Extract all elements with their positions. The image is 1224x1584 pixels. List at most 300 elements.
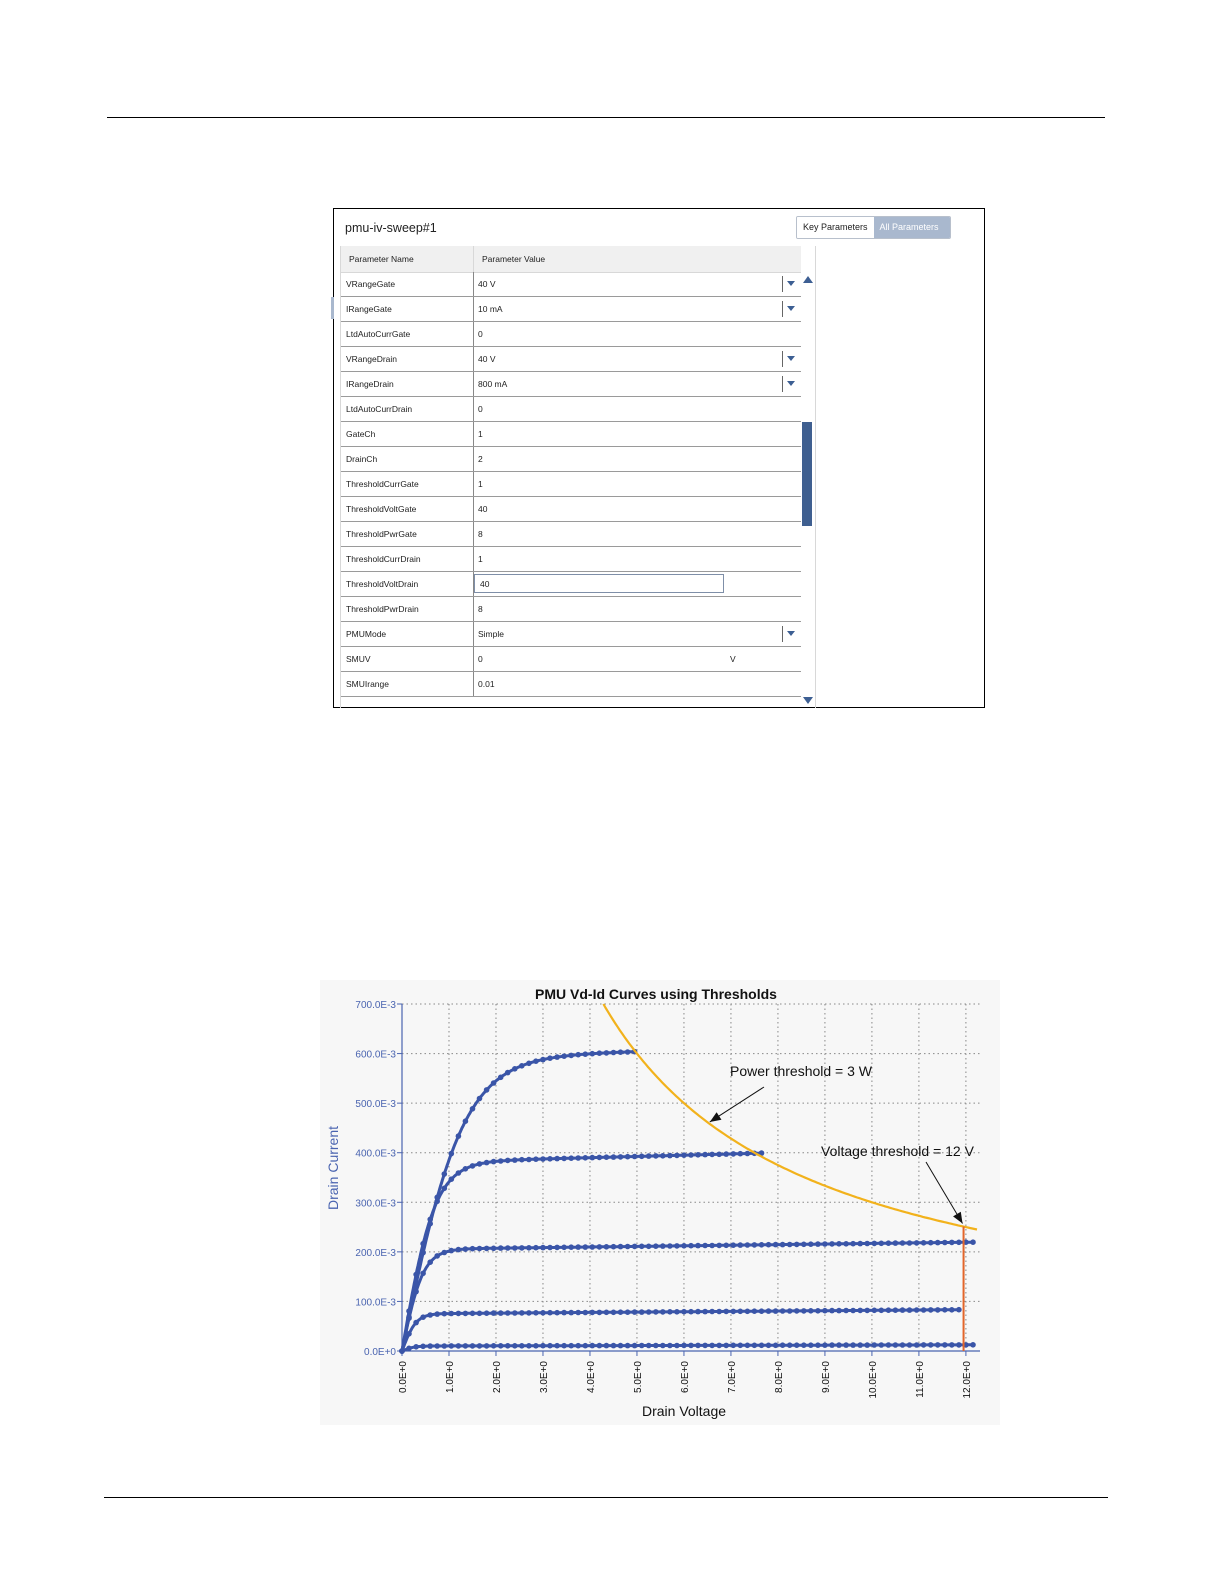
data-point [738, 1151, 744, 1157]
data-point [625, 1309, 631, 1315]
x-tick-label: 0.0E+0 [398, 1361, 409, 1393]
parameter-row[interactable] [341, 647, 801, 672]
data-point [879, 1308, 885, 1314]
parameter-value-text: 40 [480, 579, 490, 589]
data-point [533, 1058, 539, 1064]
data-point [723, 1309, 729, 1315]
data-point [561, 1053, 567, 1059]
data-point [456, 1170, 462, 1176]
parameter-name: VRangeDrain [346, 354, 398, 364]
data-point [491, 1343, 497, 1349]
x-tick-label: 11.0E+0 [914, 1361, 926, 1398]
cell-divider [473, 372, 474, 396]
data-point [921, 1342, 927, 1348]
parameter-panel [333, 208, 985, 708]
data-point [653, 1309, 659, 1315]
dropdown-arrow-icon[interactable] [787, 381, 795, 386]
data-point [639, 1244, 645, 1250]
data-point [512, 1157, 518, 1163]
cell-divider [473, 322, 474, 346]
cell-divider [473, 422, 474, 446]
parameter-value[interactable]: 0 [478, 654, 483, 664]
data-point [526, 1061, 532, 1067]
y-tick-label: 300.0E-3 [355, 1198, 396, 1210]
data-point [653, 1153, 659, 1159]
column-header-name[interactable]: Parameter Name [349, 254, 414, 264]
dropdown-arrow-icon[interactable] [787, 631, 795, 636]
data-point [829, 1308, 835, 1314]
parameter-unit: V [730, 654, 736, 664]
data-point [470, 1246, 476, 1252]
data-point [470, 1163, 476, 1169]
data-point [907, 1342, 913, 1348]
data-point [575, 1155, 581, 1161]
x-tick-label: 3.0E+0 [538, 1361, 550, 1393]
data-point [660, 1309, 666, 1315]
data-point [822, 1241, 828, 1247]
footer-rule [104, 1497, 1108, 1498]
data-point [667, 1343, 673, 1349]
data-point [681, 1343, 687, 1349]
parameter-row[interactable] [341, 522, 801, 547]
data-point [872, 1308, 878, 1314]
data-point [625, 1343, 631, 1349]
data-point [773, 1308, 779, 1314]
scroll-thumb[interactable] [802, 422, 812, 526]
data-point [632, 1343, 638, 1349]
parameter-name: PMUMode [346, 629, 387, 639]
data-point [420, 1314, 426, 1320]
grid-scrollbar[interactable] [801, 272, 814, 705]
data-point [583, 1155, 589, 1161]
data-point [413, 1344, 419, 1350]
parameter-row[interactable] [341, 397, 801, 422]
parameter-value[interactable]: Simple [478, 629, 504, 639]
data-point [540, 1245, 546, 1251]
dropdown-arrow-icon[interactable] [787, 306, 795, 311]
data-point [766, 1343, 772, 1349]
data-point [949, 1307, 955, 1313]
data-point [575, 1244, 581, 1250]
y-tick-label: 400.0E-3 [355, 1148, 396, 1160]
parameter-value[interactable]: 1 [478, 554, 483, 564]
data-point [872, 1241, 878, 1247]
panel-resize-handle[interactable] [331, 297, 334, 319]
data-point [752, 1242, 758, 1248]
data-point [456, 1133, 462, 1139]
data-point [829, 1342, 835, 1348]
data-point [470, 1311, 476, 1317]
voltage-threshold-label: Voltage threshold = 12 V [821, 1143, 974, 1159]
data-point [477, 1161, 483, 1167]
data-point [780, 1242, 786, 1248]
cell-divider [473, 472, 474, 496]
data-point [745, 1242, 751, 1248]
data-point [970, 1239, 976, 1245]
parameter-name: LtdAutoCurrGate [346, 329, 411, 339]
data-point [900, 1307, 906, 1313]
data-point [463, 1246, 469, 1252]
data-point [427, 1312, 433, 1318]
data-point [745, 1343, 751, 1349]
data-point [505, 1310, 511, 1316]
data-point [611, 1310, 617, 1316]
data-point [716, 1243, 722, 1249]
data-point [843, 1342, 849, 1348]
parameter-value[interactable]: 8 [478, 604, 483, 614]
data-point [695, 1343, 701, 1349]
data-point [702, 1309, 708, 1315]
data-point [907, 1307, 913, 1313]
data-point [956, 1342, 962, 1348]
data-point [434, 1311, 440, 1317]
data-point [794, 1242, 800, 1248]
data-point [695, 1152, 701, 1158]
parameter-row[interactable] [341, 322, 801, 347]
data-point [399, 1348, 405, 1354]
data-point [857, 1308, 863, 1314]
data-point [604, 1310, 610, 1316]
power-threshold-label: Power threshold = 3 W [730, 1063, 873, 1079]
parameter-row[interactable] [341, 572, 801, 597]
parameter-value[interactable]: 0.01 [478, 679, 495, 689]
data-point [695, 1309, 701, 1315]
data-point [611, 1343, 617, 1349]
data-point [491, 1246, 497, 1252]
parameter-value-input[interactable] [474, 574, 724, 593]
data-point [674, 1309, 680, 1315]
data-point [653, 1343, 659, 1349]
data-point [731, 1309, 737, 1315]
data-point [836, 1241, 842, 1247]
data-point [801, 1242, 807, 1248]
column-header-value[interactable]: Parameter Value [482, 254, 546, 264]
data-point [709, 1343, 715, 1349]
data-point [519, 1310, 525, 1316]
x-tick-label: 4.0E+0 [585, 1361, 597, 1393]
data-point [554, 1054, 560, 1060]
x-tick-label: 5.0E+0 [632, 1361, 644, 1393]
cell-divider [473, 347, 474, 371]
data-point [498, 1158, 504, 1164]
data-point [526, 1245, 532, 1251]
data-point [660, 1243, 666, 1249]
data-point [442, 1171, 448, 1177]
data-point [766, 1242, 772, 1248]
all-parameters-button[interactable]: All Parameters [874, 217, 950, 238]
data-point [653, 1243, 659, 1249]
parameter-row[interactable] [341, 472, 801, 497]
parameter-value[interactable]: 800 mA [478, 379, 508, 389]
data-point [864, 1342, 870, 1348]
data-point [794, 1308, 800, 1314]
data-point [456, 1311, 462, 1317]
data-point [491, 1159, 497, 1165]
parameter-row[interactable] [341, 347, 801, 372]
y-tick-label: 200.0E-3 [355, 1247, 396, 1259]
grid-header [341, 246, 801, 273]
parameter-name: IRangeDrain [346, 379, 394, 389]
y-tick-label: 500.0E-3 [355, 1099, 396, 1111]
data-point [618, 1309, 624, 1315]
y-tick-label: 0.0E+0 [364, 1347, 396, 1358]
data-point [442, 1311, 448, 1317]
data-point [597, 1050, 603, 1056]
data-point [681, 1243, 687, 1249]
data-point [568, 1310, 574, 1316]
parameter-row[interactable] [341, 422, 801, 447]
x-tick-label: 12.0E+0 [961, 1361, 973, 1399]
parameter-value[interactable]: 1 [478, 479, 483, 489]
data-point [604, 1244, 610, 1250]
data-point [477, 1246, 483, 1252]
data-point [442, 1250, 448, 1256]
data-point [723, 1151, 729, 1157]
data-point [625, 1049, 631, 1055]
key-parameters-button[interactable]: Key Parameters [797, 217, 874, 238]
data-point [752, 1308, 758, 1314]
data-point [872, 1342, 878, 1348]
data-point [900, 1240, 906, 1246]
cell-divider [473, 597, 474, 621]
data-point [639, 1309, 645, 1315]
data-point [843, 1308, 849, 1314]
data-point [463, 1166, 469, 1172]
parameter-row[interactable] [341, 372, 801, 397]
data-point [731, 1343, 737, 1349]
parameter-value[interactable]: 0 [478, 404, 483, 414]
parameter-value[interactable]: 10 mA [478, 304, 503, 314]
data-point [787, 1342, 793, 1348]
dropdown-separator [782, 301, 783, 317]
parameter-row[interactable] [341, 597, 801, 622]
data-point [688, 1343, 694, 1349]
data-point [547, 1156, 553, 1162]
dropdown-arrow-icon[interactable] [787, 356, 795, 361]
parameter-name: ThresholdPwrDrain [346, 604, 419, 614]
parameter-value[interactable]: 0 [478, 329, 483, 339]
data-point [420, 1271, 426, 1277]
data-point [618, 1343, 624, 1349]
data-point [406, 1314, 412, 1320]
data-point [456, 1343, 462, 1349]
data-point [709, 1243, 715, 1249]
data-point [561, 1343, 567, 1349]
data-point [738, 1343, 744, 1349]
data-point [618, 1154, 624, 1160]
data-point [568, 1343, 574, 1349]
dropdown-separator [782, 376, 783, 392]
parameter-row[interactable] [341, 672, 801, 697]
data-point [928, 1342, 934, 1348]
data-point [759, 1308, 765, 1314]
header-rule [107, 117, 1105, 118]
y-tick-label: 700.0E-3 [355, 1000, 396, 1011]
data-point [590, 1244, 596, 1250]
data-point [688, 1152, 694, 1158]
parameter-name: IRangeGate [346, 304, 392, 314]
data-point [590, 1155, 596, 1161]
data-point [420, 1344, 426, 1350]
data-point [787, 1242, 793, 1248]
parameter-value[interactable]: 1 [478, 429, 483, 439]
data-point [449, 1151, 455, 1157]
data-point [723, 1243, 729, 1249]
data-point [900, 1342, 906, 1348]
data-point [498, 1075, 504, 1081]
parameter-value[interactable]: 2 [478, 454, 483, 464]
data-point [695, 1243, 701, 1249]
data-point [808, 1241, 814, 1247]
data-point [498, 1310, 504, 1316]
data-point [512, 1343, 518, 1349]
data-point [801, 1342, 807, 1348]
dropdown-arrow-icon[interactable] [787, 281, 795, 286]
data-point [949, 1342, 955, 1348]
data-point [660, 1343, 666, 1349]
data-point [554, 1310, 560, 1316]
data-point [413, 1320, 419, 1326]
data-point [815, 1308, 821, 1314]
y-axis-label: Drain Current [325, 1125, 341, 1211]
data-point [688, 1243, 694, 1249]
parameter-name: ThresholdCurrGate [346, 479, 419, 489]
data-point [413, 1281, 419, 1287]
y-tick-label: 600.0E-3 [355, 1049, 396, 1061]
data-point [611, 1050, 617, 1056]
data-point [674, 1153, 680, 1159]
data-point [942, 1240, 948, 1246]
data-point [533, 1343, 539, 1349]
data-point [547, 1343, 553, 1349]
data-point [484, 1087, 490, 1093]
data-point [526, 1310, 532, 1316]
parameter-name: SMUV [346, 654, 371, 664]
data-point [914, 1240, 920, 1246]
chart-title: PMU Vd-Id Curves using Thresholds [535, 986, 777, 1002]
data-point [491, 1080, 497, 1086]
data-point [512, 1245, 518, 1251]
data-point [836, 1308, 842, 1314]
data-point [646, 1343, 652, 1349]
data-point [547, 1245, 553, 1251]
data-point [731, 1151, 737, 1157]
data-point [667, 1243, 673, 1249]
data-point [780, 1342, 786, 1348]
data-point [632, 1244, 638, 1250]
data-point [914, 1307, 920, 1313]
data-point [547, 1310, 553, 1316]
parameter-row[interactable] [341, 297, 801, 322]
parameter-name: LtdAutoCurrDrain [346, 404, 413, 414]
data-point [942, 1307, 948, 1313]
data-point [611, 1244, 617, 1250]
data-point [632, 1309, 638, 1315]
parameter-row[interactable] [341, 622, 801, 647]
data-point [970, 1342, 976, 1348]
data-point [864, 1308, 870, 1314]
data-point [463, 1343, 469, 1349]
data-point [568, 1244, 574, 1250]
data-point [709, 1152, 715, 1158]
data-point [928, 1240, 934, 1246]
data-point [773, 1242, 779, 1248]
data-point [759, 1343, 765, 1349]
data-point [674, 1343, 680, 1349]
parameter-grid [340, 246, 816, 708]
data-point [907, 1240, 913, 1246]
scroll-up-arrow-icon[interactable] [803, 276, 813, 283]
data-point [935, 1307, 941, 1313]
data-point [442, 1343, 448, 1349]
data-point [583, 1051, 589, 1057]
data-point [723, 1343, 729, 1349]
dropdown-separator [782, 276, 783, 292]
data-point [886, 1307, 892, 1313]
data-point [477, 1311, 483, 1317]
data-point [794, 1342, 800, 1348]
parameter-value[interactable]: 8 [478, 529, 483, 539]
parameter-row[interactable] [341, 447, 801, 472]
data-point [857, 1241, 863, 1247]
data-point [449, 1311, 455, 1317]
data-point [583, 1310, 589, 1316]
data-point [477, 1096, 483, 1102]
data-point [575, 1310, 581, 1316]
data-point [660, 1153, 666, 1159]
data-point [935, 1342, 941, 1348]
data-point [716, 1152, 722, 1158]
parameter-name: ThresholdVoltDrain [346, 579, 419, 589]
data-point [787, 1308, 793, 1314]
parameter-value[interactable]: 40 [478, 504, 488, 514]
data-point [893, 1342, 899, 1348]
data-point [850, 1308, 856, 1314]
parameter-row[interactable] [341, 272, 801, 297]
parameter-row[interactable] [341, 547, 801, 572]
data-point [590, 1343, 596, 1349]
data-point [850, 1241, 856, 1247]
data-point [505, 1343, 511, 1349]
cell-divider [473, 447, 474, 471]
parameter-value[interactable]: 40 V [478, 279, 496, 289]
data-point [512, 1310, 518, 1316]
data-point [533, 1245, 539, 1251]
data-point [688, 1309, 694, 1315]
cell-divider [473, 497, 474, 521]
parameter-row[interactable] [341, 497, 801, 522]
data-point [893, 1307, 899, 1313]
parameter-value[interactable]: 40 V [478, 354, 496, 364]
data-point [540, 1310, 546, 1316]
data-point [568, 1053, 574, 1059]
data-point [646, 1153, 652, 1159]
data-point [420, 1250, 426, 1256]
data-point [667, 1309, 673, 1315]
data-point [449, 1343, 455, 1349]
data-point [575, 1052, 581, 1058]
scroll-down-arrow-icon[interactable] [803, 697, 813, 704]
data-point [667, 1153, 673, 1159]
dropdown-separator [782, 351, 783, 367]
data-point [463, 1311, 469, 1317]
y-tick-label: 100.0E-3 [355, 1297, 396, 1309]
data-point [886, 1342, 892, 1348]
data-point [956, 1307, 962, 1313]
data-point [745, 1309, 751, 1315]
column-divider[interactable] [473, 246, 474, 272]
data-point [526, 1343, 532, 1349]
